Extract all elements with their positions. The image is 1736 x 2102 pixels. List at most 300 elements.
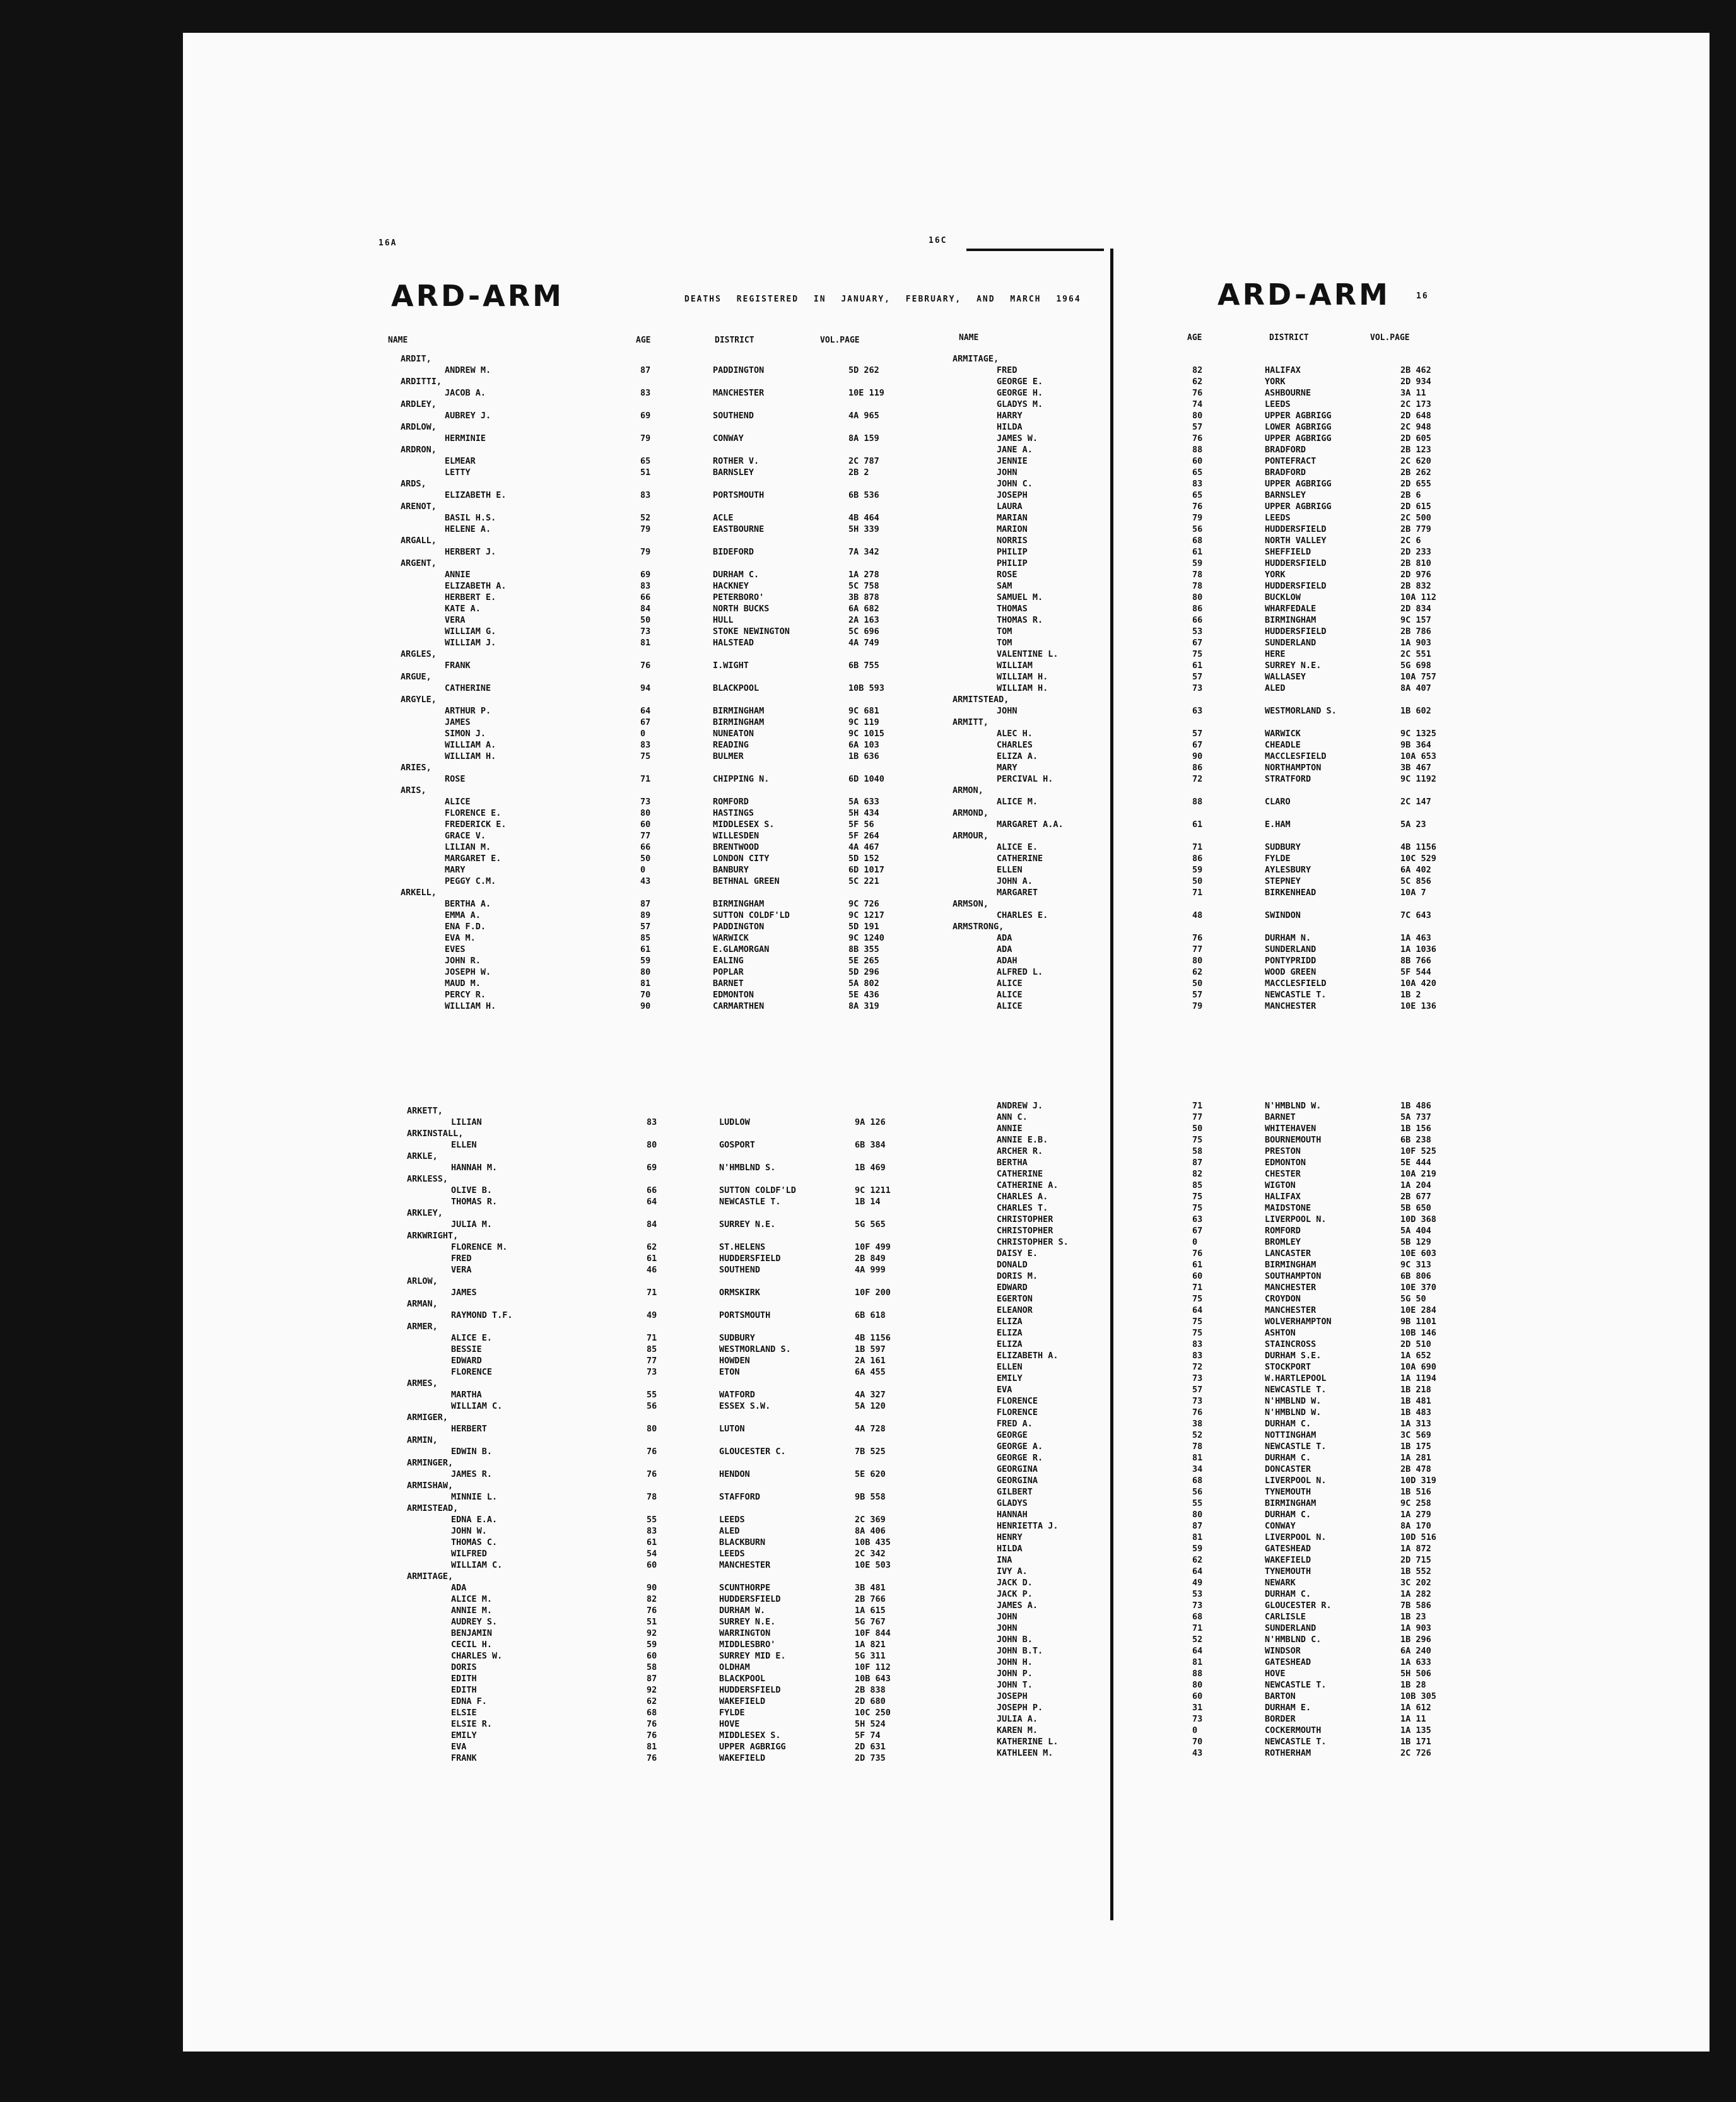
district: MIDDLESEX S. (713, 819, 775, 830)
vol-page: 2C 342 (855, 1549, 886, 1559)
age: 66 (1192, 615, 1203, 625)
forename: ARCHER R. (997, 1146, 1043, 1156)
forename: FLORENCE M. (451, 1242, 508, 1252)
district: CARMARTHEN (713, 1001, 765, 1011)
district: HENDON (719, 1469, 750, 1479)
vol-page: 4B 1156 (855, 1333, 891, 1343)
district: NORTH BUCKS (713, 604, 770, 614)
forename: ANDREW J. (997, 1101, 1043, 1111)
vol-page: 4B 464 (848, 513, 879, 523)
district: BIRMINGHAM (713, 899, 765, 909)
vol-page: 2D 615 (1400, 502, 1431, 512)
forename: ALEC H. (997, 729, 1033, 739)
vol-page: 9B 364 (1400, 740, 1431, 750)
vol-page: 10B 435 (855, 1537, 891, 1547)
age: 80 (640, 808, 651, 818)
age: 70 (1192, 1737, 1203, 1747)
district: CONWAY (713, 433, 744, 443)
district: SOUTHEND (713, 411, 754, 421)
age: 62 (647, 1242, 657, 1252)
age: 73 (1192, 1600, 1203, 1611)
forename: JAMES W. (997, 433, 1038, 443)
forename: FLORENCE (997, 1396, 1038, 1406)
page-title-right: ARD-ARM (1217, 278, 1390, 312)
vol-page: 9C 258 (1400, 1498, 1431, 1508)
vol-page: 1A 615 (855, 1606, 886, 1616)
age: 78 (1192, 570, 1203, 580)
district: SUNDERLAND (1265, 1623, 1317, 1633)
age: 57 (1192, 990, 1203, 1000)
age: 75 (1192, 1294, 1203, 1304)
vol-page: 1B 28 (1400, 1680, 1426, 1690)
vol-page: 9C 119 (848, 717, 879, 727)
age: 76 (1192, 1407, 1203, 1418)
vol-page: 5C 221 (848, 876, 879, 886)
forename: HERBERT J. (445, 547, 496, 557)
forename: ALICE M. (451, 1594, 493, 1604)
age: 52 (640, 513, 651, 523)
age: 64 (647, 1197, 657, 1207)
age: 86 (1192, 763, 1203, 773)
district: DURHAM C. (1265, 1510, 1311, 1520)
forename: EVA M. (445, 933, 476, 943)
district: ROMFORD (1265, 1226, 1301, 1236)
district: BIRKENHEAD (1265, 888, 1317, 898)
surname: ARDS, (401, 479, 426, 489)
vol-page: 1A 1036 (1400, 944, 1436, 954)
district: DURHAM C. (1265, 1589, 1311, 1599)
vol-page: 2D 648 (1400, 411, 1431, 421)
forename: WILLIAM A. (445, 740, 496, 750)
district: FYLDE (719, 1708, 745, 1718)
age: 64 (640, 706, 651, 716)
age: 62 (1192, 1555, 1203, 1565)
age: 75 (1192, 1328, 1203, 1338)
district: ALED (1265, 683, 1286, 693)
age: 75 (1192, 649, 1203, 659)
district: BARNSLEY (713, 467, 754, 478)
vol-page: 10C 250 (855, 1708, 891, 1718)
age: 75 (1192, 1192, 1203, 1202)
age: 64 (1192, 1566, 1203, 1576)
age: 59 (647, 1640, 657, 1650)
age: 86 (1192, 604, 1203, 614)
district: WARWICK (1265, 729, 1301, 739)
forename: JULIA M. (451, 1219, 493, 1230)
age: 87 (647, 1674, 657, 1684)
age: 0 (1192, 1725, 1198, 1735)
forename: ALICE (997, 990, 1023, 1000)
forename: KATHLEEN M. (997, 1748, 1053, 1758)
district: MAIDSTONE (1265, 1203, 1311, 1213)
forename: HERBERT (451, 1424, 487, 1434)
district: HOVE (1265, 1669, 1286, 1679)
forename: WILLIAM H. (997, 683, 1048, 693)
age: 85 (640, 933, 651, 943)
vol-page: 5G 565 (855, 1219, 886, 1230)
district: LIVERPOOL N. (1265, 1476, 1327, 1486)
age: 75 (1192, 1317, 1203, 1327)
age: 71 (1192, 888, 1203, 898)
vol-page: 10E 503 (855, 1560, 891, 1570)
district: HACKNEY (713, 581, 749, 591)
forename: JOHN (997, 467, 1018, 478)
vol-page: 7A 342 (848, 547, 879, 557)
district: GLOUCESTER R. (1265, 1600, 1332, 1611)
left-page-ref: 16A (378, 238, 397, 248)
vol-page: 4A 327 (855, 1390, 886, 1400)
forename: FRANK (445, 661, 471, 671)
forename: HILDA (997, 422, 1023, 432)
district: MANCHESTER (713, 388, 765, 398)
age: 52 (1192, 1430, 1203, 1440)
vol-page: 1B 23 (1400, 1612, 1426, 1622)
vol-page: 2A 161 (855, 1356, 886, 1366)
surname: ARGALL, (401, 536, 437, 546)
age: 60 (647, 1651, 657, 1661)
vol-page: 5D 191 (848, 922, 879, 932)
district: WHARFEDALE (1265, 604, 1317, 614)
district: E.HAM (1265, 819, 1291, 830)
district: PADDINGTON (713, 922, 765, 932)
district: LEEDS (1265, 513, 1291, 523)
vol-page: 2C 173 (1400, 399, 1431, 409)
district: N'HMBLND W. (1265, 1101, 1322, 1111)
age: 68 (1192, 536, 1203, 546)
forename: THOMAS R. (451, 1197, 498, 1207)
forename: AUBREY J. (445, 411, 491, 421)
age: 61 (647, 1537, 657, 1547)
age: 71 (1192, 1623, 1203, 1633)
age: 72 (1192, 1362, 1203, 1372)
age: 76 (647, 1719, 657, 1729)
age: 59 (1192, 865, 1203, 875)
forename: EMILY (451, 1730, 477, 1741)
surname: ARENOT, (401, 502, 437, 512)
forename: GILBERT (997, 1487, 1033, 1497)
forename: ANN C. (997, 1112, 1028, 1122)
age: 75 (1192, 1135, 1203, 1145)
forename: DAISY E. (997, 1248, 1038, 1259)
vol-page: 10A 7 (1400, 888, 1426, 898)
vol-page: 2C 726 (1400, 1748, 1431, 1758)
forename: ALFRED L. (997, 967, 1043, 977)
forename: WILLIAM J. (445, 638, 496, 648)
age: 71 (1192, 842, 1203, 852)
forename: EDNA E.A. (451, 1515, 498, 1525)
age: 78 (1192, 581, 1203, 591)
age: 56 (647, 1401, 657, 1411)
age: 84 (647, 1219, 657, 1230)
forename: JOHN R. (445, 956, 481, 966)
age: 90 (1192, 751, 1203, 761)
col-name-left: NAME (388, 336, 408, 345)
forename: SAMUEL M. (997, 592, 1043, 602)
district: MIDDLESEX S. (719, 1730, 781, 1741)
district: YORK (1265, 377, 1286, 387)
vol-page: 2D 631 (855, 1742, 886, 1752)
forename: LAURA (997, 502, 1023, 512)
age: 85 (1192, 1180, 1203, 1190)
vol-page: 5G 50 (1400, 1294, 1426, 1304)
forename: WILLIAM C. (451, 1401, 503, 1411)
forename: ELLEN (997, 1362, 1023, 1372)
district: HALSTEAD (713, 638, 754, 648)
age: 50 (640, 615, 651, 625)
vol-page: 2D 680 (855, 1696, 886, 1706)
district: BULMER (713, 751, 744, 761)
district: DURHAM E. (1265, 1703, 1311, 1713)
district: LONDON CITY (713, 854, 770, 864)
forename: OLIVE B. (451, 1185, 493, 1195)
age: 77 (640, 831, 651, 841)
forename: NORRIS (997, 536, 1028, 546)
vol-page: 1A 872 (1400, 1544, 1431, 1554)
district: PORTSMOUTH (719, 1310, 771, 1320)
vol-page: 1A 279 (1400, 1510, 1431, 1520)
vol-page: 1A 903 (1400, 1623, 1431, 1633)
district: BIDEFORD (713, 547, 754, 557)
forename: MARY (445, 865, 466, 875)
vol-page: 10F 112 (855, 1662, 891, 1672)
age: 69 (647, 1163, 657, 1173)
district: NOTTINGHAM (1265, 1430, 1317, 1440)
forename: EDWARD (997, 1283, 1028, 1293)
district: MANCHESTER (1265, 1283, 1317, 1293)
col-age-right: AGE (1187, 333, 1202, 343)
vol-page: 6D 1017 (848, 865, 884, 875)
forename: HANNAH (997, 1510, 1028, 1520)
district: SHEFFIELD (1265, 547, 1311, 557)
vol-page: 8B 766 (1400, 956, 1431, 966)
vol-page: 1A 652 (1400, 1351, 1431, 1361)
surname: ARDLEY, (401, 399, 437, 409)
forename: GEORGE A. (997, 1441, 1043, 1452)
vol-page: 8A 159 (848, 433, 879, 443)
forename: HELENE A. (445, 524, 491, 534)
district: TYNEMOUTH (1265, 1487, 1311, 1497)
forename: FRED (451, 1254, 472, 1264)
vol-page: 5F 56 (848, 819, 874, 830)
age: 61 (1192, 1260, 1203, 1270)
age: 72 (1192, 774, 1203, 784)
vol-page: 2C 500 (1400, 513, 1431, 523)
forename: JAMES R. (451, 1469, 493, 1479)
district: BIRMINGHAM (713, 706, 765, 716)
forename: CHRISTOPHER (997, 1214, 1053, 1224)
age: 61 (647, 1254, 657, 1264)
vol-page: 1A 1194 (1400, 1373, 1436, 1383)
age: 81 (647, 1742, 657, 1752)
age: 83 (1192, 1351, 1203, 1361)
forename: FLORENCE (997, 1407, 1038, 1418)
age: 77 (1192, 1112, 1203, 1122)
district: ALED (719, 1526, 740, 1536)
vol-page: 2C 369 (855, 1515, 886, 1525)
forename: RAYMOND T.F. (451, 1310, 513, 1320)
age: 64 (1192, 1305, 1203, 1315)
forename: IVY A. (997, 1566, 1028, 1576)
vol-page: 5D 296 (848, 967, 879, 977)
vol-page: 9C 1240 (848, 933, 884, 943)
forename: PERCY R. (445, 990, 486, 1000)
district: SURREY N.E. (719, 1617, 776, 1627)
vol-page: 2D 715 (1400, 1555, 1431, 1565)
district: WAKEFIELD (719, 1696, 766, 1706)
vol-page: 9C 681 (848, 706, 879, 716)
forename: VERA (445, 615, 466, 625)
vol-page: 5F 264 (848, 831, 879, 841)
district: NUNEATON (713, 729, 754, 739)
age: 88 (1192, 445, 1203, 455)
forename: SAM (997, 581, 1012, 591)
forename: ANDREW M. (445, 365, 491, 375)
district: BLACKPOOL (713, 683, 760, 693)
vol-page: 1B 486 (1400, 1101, 1431, 1111)
district: CHIPPING N. (713, 774, 770, 784)
forename: FRANK (451, 1753, 477, 1763)
forename: ELMEAR (445, 456, 476, 466)
forename: GEORGE R. (997, 1453, 1043, 1463)
district: E.GLAMORGAN (713, 944, 770, 954)
age: 71 (647, 1288, 657, 1298)
age: 81 (1192, 1453, 1203, 1463)
forename: THOMAS R. (997, 615, 1043, 625)
surname: ARMON, (953, 785, 983, 796)
district: HUDDERSFIELD (1265, 558, 1327, 568)
forename: CHARLES E. (997, 910, 1048, 920)
district: BRENTWOOD (713, 842, 760, 852)
age: 75 (1192, 1203, 1203, 1213)
district: HALIFAX (1265, 1192, 1301, 1202)
vol-page: 2A 163 (848, 615, 879, 625)
age: 51 (647, 1617, 657, 1627)
surname: ARLOW, (407, 1276, 438, 1286)
vol-page: 1B 552 (1400, 1566, 1431, 1576)
age: 66 (640, 842, 651, 852)
age: 50 (1192, 876, 1203, 886)
district: ASHTON (1265, 1328, 1296, 1338)
age: 71 (1192, 1101, 1203, 1111)
forename: ROSE (445, 774, 466, 784)
age: 66 (640, 592, 651, 602)
district: PRESTON (1265, 1146, 1301, 1156)
district: BLACKPOOL (719, 1674, 766, 1684)
forename: WILLIAM H. (445, 1001, 496, 1011)
vol-page: 2B 462 (1400, 365, 1431, 375)
district: MANCHESTER (719, 1560, 771, 1570)
forename: MARION (997, 524, 1028, 534)
age: 88 (1192, 1669, 1203, 1679)
vol-page: 8A 319 (848, 1001, 879, 1011)
vol-page: 8A 406 (855, 1526, 886, 1536)
district: SWINDON (1265, 910, 1301, 920)
district: WILLESDEN (713, 831, 760, 841)
district: ACLE (713, 513, 734, 523)
district: DURHAM C. (713, 570, 760, 580)
surname: ARIES, (401, 763, 431, 773)
age: 60 (1192, 1271, 1203, 1281)
district: HOVE (719, 1719, 740, 1729)
district: EDMONTON (713, 990, 754, 1000)
surname: ARGENT, (401, 558, 437, 568)
district: BIRMINGHAM (1265, 615, 1317, 625)
age: 87 (1192, 1158, 1203, 1168)
age: 68 (1192, 1612, 1203, 1622)
age: 69 (640, 411, 651, 421)
forename: ARTHUR P. (445, 706, 491, 716)
forename: ALICE (997, 1001, 1023, 1011)
age: 83 (640, 388, 651, 398)
forename: ELIZABETH A. (997, 1351, 1059, 1361)
forename: PHILIP (997, 558, 1028, 568)
district: DONCASTER (1265, 1464, 1311, 1474)
district: NEWCASTLE T. (1265, 1385, 1327, 1395)
district: UPPER AGBRIGG (719, 1742, 786, 1752)
forename: JOSEPH P. (997, 1703, 1043, 1713)
age: 61 (1192, 661, 1203, 671)
vol-page: 8B 355 (848, 944, 879, 954)
forename: HERMINIE (445, 433, 486, 443)
district: STAINCROSS (1265, 1339, 1317, 1349)
vol-page: 10B 643 (855, 1674, 891, 1684)
district: NEWCASTLE T. (719, 1197, 781, 1207)
age: 73 (640, 626, 651, 637)
forename: FLORENCE E. (445, 808, 501, 818)
district: BARTON (1265, 1691, 1296, 1701)
age: 76 (1192, 433, 1203, 443)
vol-page: 1B 14 (855, 1197, 881, 1207)
vol-page: 9C 313 (1400, 1260, 1431, 1270)
vol-page: 1B 469 (855, 1163, 886, 1173)
district: MANCHESTER (1265, 1001, 1317, 1011)
forename: JOHN T. (997, 1680, 1033, 1690)
district: ST.HELENS (719, 1242, 766, 1252)
age: 76 (640, 661, 651, 671)
vol-page: 5A 120 (855, 1401, 886, 1411)
age: 78 (1192, 1441, 1203, 1452)
forename: ROSE (997, 570, 1018, 580)
forename: GEORGE H. (997, 388, 1043, 398)
age: 61 (1192, 547, 1203, 557)
forename: CHARLES (997, 740, 1033, 750)
district: NEWCASTLE T. (1265, 1441, 1327, 1452)
vol-page: 6D 1040 (848, 774, 884, 784)
surname: ARMES, (407, 1378, 438, 1389)
district: WOLVERHAMPTON (1265, 1317, 1332, 1327)
register-page (183, 33, 1710, 2052)
age: 76 (647, 1447, 657, 1457)
age: 67 (1192, 638, 1203, 648)
age: 82 (1192, 1169, 1203, 1179)
age: 56 (1192, 1487, 1203, 1497)
forename: ELSIE (451, 1708, 477, 1718)
vol-page: 5C 856 (1400, 876, 1431, 886)
district: N'HMBLND W. (1265, 1407, 1322, 1418)
vol-page: 6A 455 (855, 1367, 886, 1377)
district: ASHBOURNE (1265, 388, 1311, 398)
forename: THOMAS (997, 604, 1028, 614)
age: 71 (647, 1333, 657, 1343)
vol-page: 10A 420 (1400, 978, 1436, 989)
vol-page: 2C 147 (1400, 797, 1431, 807)
forename: JENNIE (997, 456, 1028, 466)
vol-page: 1A 612 (1400, 1703, 1431, 1713)
age: 83 (640, 581, 651, 591)
age: 80 (1192, 1510, 1203, 1520)
forename: LETTY (445, 467, 471, 478)
age: 57 (1192, 422, 1203, 432)
